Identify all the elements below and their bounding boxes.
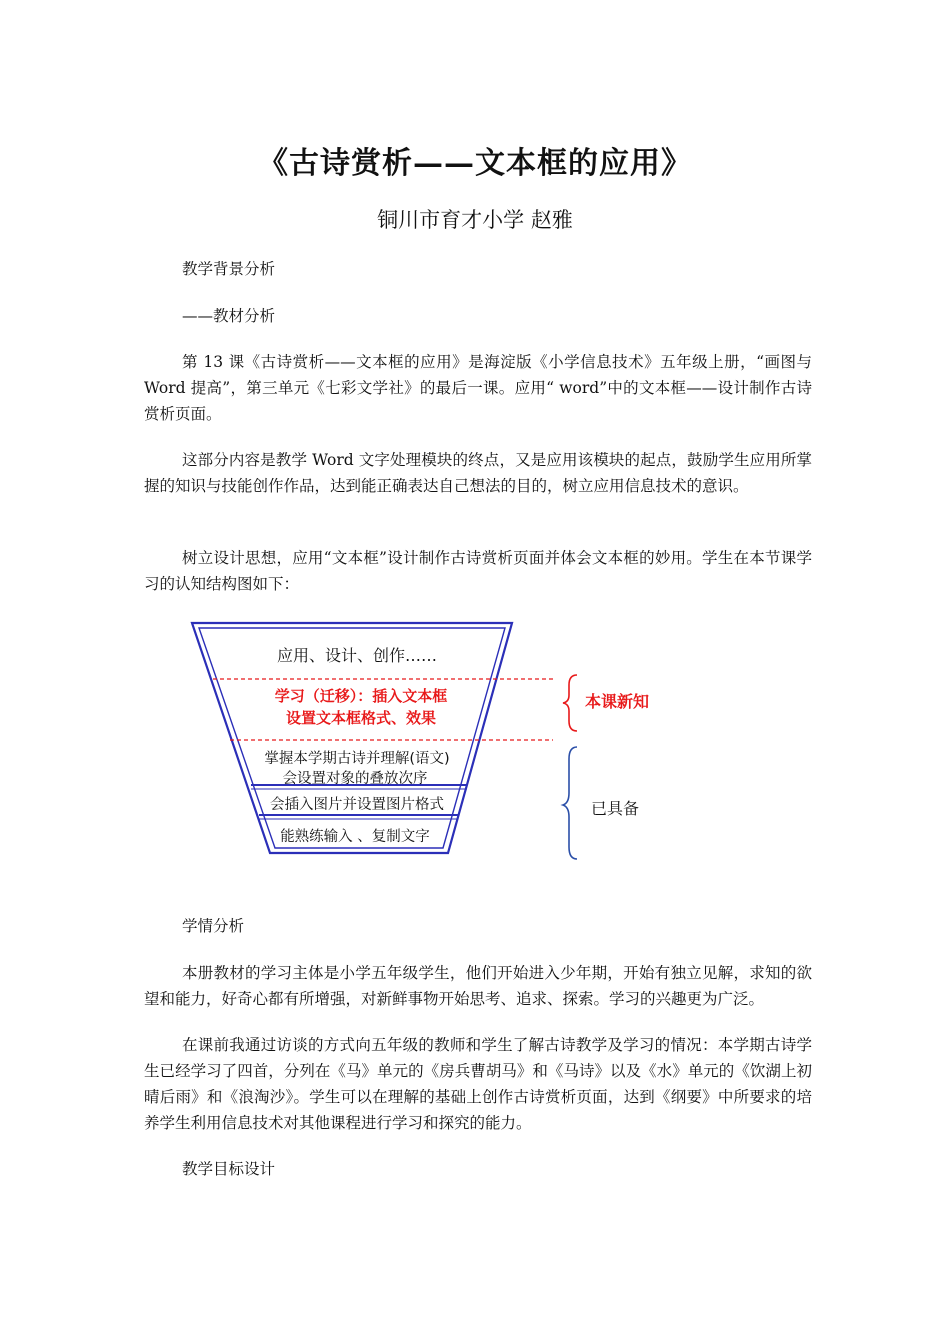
- level-top-text: 应用、设计、创作……: [276, 646, 438, 665]
- level-5-text: 能熟练输入 、复制文字: [280, 829, 430, 845]
- heading-background: 教学背景分析: [182, 260, 276, 278]
- heading-material: ——教材分析: [182, 307, 276, 325]
- author-line: 铜川市育才小学 赵雅: [377, 208, 573, 232]
- level-new-text-2: 设置文本框格式、效果: [285, 709, 437, 727]
- label-new-knowledge: 本课新知: [585, 692, 650, 711]
- paragraph-5: 在课前我通过访谈的方式向五年级的教师和学生了解古诗教学及学习的情况：本学期古诗学生已经学习了四首，分列在《马》单元的《房兵曹胡马》和《马诗》以及《水》单元的《饮湖上初晴后雨》和《浪淘沙》。学生可以在理解的基础上创作古诗赏析页面，达到《纲要》中所要求的培养学生利用信息技术对其他课程进行学习和探究的能力。: [144, 1036, 812, 1132]
- level-3-text-a: 掌握本学期古诗并理解(语文): [264, 751, 450, 767]
- brace-new-knowledge: [563, 675, 577, 731]
- document-title: 《古诗赏析——文本框的应用》: [258, 146, 692, 181]
- paragraph-3: 树立设计思想，应用“文本框”设计制作古诗赏析页面并体会文本框的妙用。学生在本节课学习的认知结构图如下：: [144, 549, 812, 593]
- brace-already-have: [563, 747, 577, 859]
- level-new-text-1: 学习（迁移）：插入文本框: [274, 687, 448, 705]
- label-already-have: 已具备: [591, 799, 640, 818]
- cognitive-structure-diagram: [185, 615, 675, 865]
- heading-goal: 教学目标设计: [182, 1160, 276, 1178]
- level-3-text-b: 会设置对象的叠放次序: [282, 771, 428, 787]
- heading-learner: 学情分析: [182, 917, 245, 935]
- paragraph-1: 第 13 课《古诗赏析——文本框的应用》是海淀版《小学信息技术》五年级上册，“画图与 Word 提高”，第三单元《七彩文学社》的最后一课。应用“ word”中的文本框——设计制作古诗赏析页面。: [144, 353, 812, 423]
- paragraph-4: 本册教材的学习主体是小学五年级学生，他们开始进入少年期，开始有独立见解，求知的欲望和能力，好奇心都有所增强，对新鲜事物开始思考、追求、探索。学习的兴趣更为广泛。: [144, 964, 812, 1008]
- paragraph-2: 这部分内容是教学 Word 文字处理模块的终点，又是应用该模块的起点，鼓励学生应用所掌握的知识与技能创作作品，达到能正确表达自己想法的目的，树立应用信息技术的意识。: [144, 451, 812, 495]
- level-4-text: 会插入图片并设置图片格式: [270, 797, 444, 813]
